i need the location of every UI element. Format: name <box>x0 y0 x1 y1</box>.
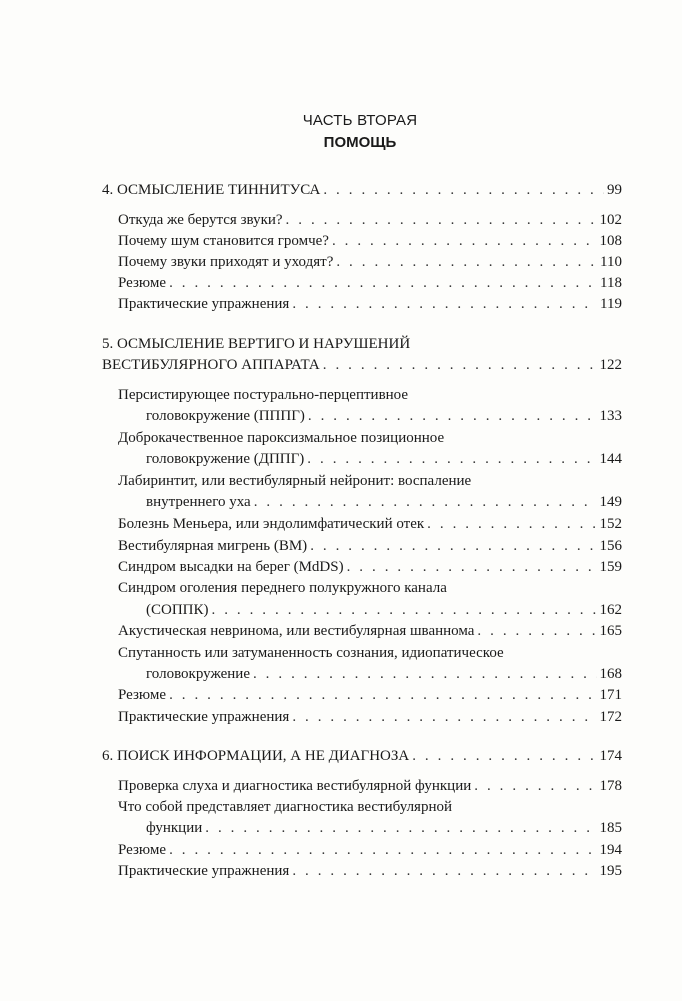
toc-page-number: 152 <box>599 516 622 532</box>
toc-page-number: 165 <box>599 623 622 639</box>
toc-entry-continued[interactable] <box>102 664 622 684</box>
toc-page-number: 99 <box>607 182 622 198</box>
toc-entry-continued[interactable] <box>102 449 622 469</box>
leader-dots <box>292 861 596 881</box>
toc-entry-text: Спутанность или затуманенность сознания, идиопатическое <box>118 645 504 661</box>
toc-entry-continued[interactable] <box>102 818 622 838</box>
leader-dots <box>254 492 597 512</box>
toc-chapter-6[interactable] <box>102 746 622 766</box>
toc-page-number: 118 <box>600 275 622 291</box>
toc-entry-text: 5. ОСМЫСЛЕНИЕ ВЕРТИГО И НАРУШЕНИЙ <box>102 336 411 352</box>
toc-page-number: 159 <box>599 559 622 575</box>
leader-dots <box>427 514 596 534</box>
toc-entry-text: внутреннего уха <box>146 494 251 510</box>
toc-entry-text: (СОППК) <box>146 602 209 618</box>
toc-page-number: 195 <box>599 863 622 879</box>
part-title: ЧАСТЬ ВТОРАЯ <box>302 112 418 129</box>
toc-entry-continued[interactable] <box>102 492 622 512</box>
toc-entry-text: 4. ОСМЫСЛЕНИЕ ТИННИТУСА <box>102 182 321 198</box>
leader-dots <box>347 557 597 577</box>
part-subtitle: ПОМОЩЬ <box>323 134 397 151</box>
toc-page-number: 168 <box>599 666 622 682</box>
toc-page-number: 122 <box>599 357 622 373</box>
leader-dots <box>474 776 596 796</box>
toc-entry[interactable] <box>102 514 622 534</box>
toc-page-number: 156 <box>599 538 622 554</box>
toc-entry[interactable] <box>102 578 622 598</box>
toc-entry-text: головокружение (ДППГ) <box>146 451 305 467</box>
toc-chapter-5[interactable] <box>102 334 622 354</box>
leader-dots <box>336 252 597 272</box>
toc-entry[interactable] <box>102 557 622 577</box>
toc-entry[interactable] <box>102 776 622 796</box>
leader-dots <box>169 273 597 293</box>
toc-entry[interactable] <box>102 210 622 230</box>
toc-entry-text: Что собой представляет диагностика вестибулярной <box>118 799 453 815</box>
leader-dots <box>205 818 596 838</box>
toc-entry-text: Откуда же берутся звуки? <box>118 212 283 228</box>
toc-entry[interactable] <box>102 840 622 860</box>
leader-dots <box>323 355 597 375</box>
leader-dots <box>212 600 597 620</box>
toc-entry-text: Вестибулярная мигрень (ВМ) <box>118 538 308 554</box>
toc-entry[interactable] <box>102 797 622 817</box>
toc-entry-text: Резюме <box>118 275 167 291</box>
toc-entry-text: Синдром высадки на берег (MdDS) <box>118 559 344 575</box>
toc-entry-text: Резюме <box>118 687 167 703</box>
toc-page-number: 171 <box>599 687 622 703</box>
toc-entry-text: Персистирующее постурально-перцептивное <box>118 387 409 403</box>
toc-entry[interactable] <box>102 621 622 641</box>
toc-entry-text: Лабиринтит, или вестибулярный нейронит: воспаление <box>118 473 472 489</box>
toc-entry-text: 6. ПОИСК ИНФОРМАЦИИ, А НЕ ДИАГНОЗА <box>102 748 410 764</box>
toc-entry[interactable] <box>102 536 622 556</box>
toc-entry-text: ВЕСТИБУЛЯРНОГО АППАРАТА <box>102 357 320 373</box>
leader-dots <box>477 621 596 641</box>
toc-entry[interactable] <box>102 252 622 272</box>
toc-chapter-4[interactable] <box>102 180 622 200</box>
toc-page-number: 172 <box>599 709 622 725</box>
toc-entry-text: Доброкачественное пароксизмальное позиционное <box>118 430 445 446</box>
toc-entry[interactable] <box>102 707 622 727</box>
toc-page-number: 110 <box>600 254 622 270</box>
toc-entry[interactable] <box>102 273 622 293</box>
toc-entry-text: функции <box>146 820 203 836</box>
toc-page-number: 194 <box>599 842 622 858</box>
toc-entry-text: Почему звуки приходят и уходят? <box>118 254 334 270</box>
toc-entry[interactable] <box>102 685 622 705</box>
leader-dots <box>286 210 597 230</box>
toc-entry-text: Акустическая невринома, или вестибулярная шваннома <box>118 623 475 639</box>
toc-page-number: 178 <box>599 778 622 794</box>
toc-entry[interactable] <box>102 643 622 663</box>
toc-page-number: 162 <box>599 602 622 618</box>
toc-entry[interactable] <box>102 385 622 405</box>
toc-entry[interactable] <box>102 294 622 314</box>
leader-dots <box>332 231 597 251</box>
toc-page-number: 149 <box>599 494 622 510</box>
toc-entry[interactable] <box>102 861 622 881</box>
leader-dots <box>253 664 597 684</box>
toc-entry[interactable] <box>102 231 622 251</box>
leader-dots <box>323 180 604 200</box>
toc-page-number: 108 <box>599 233 622 249</box>
toc-entry[interactable] <box>102 471 622 491</box>
leader-dots <box>292 294 597 314</box>
toc-page-number: 133 <box>599 408 622 424</box>
leader-dots <box>412 746 596 766</box>
toc-page-number: 144 <box>599 451 622 467</box>
leader-dots <box>310 536 596 556</box>
toc-entry-text: Резюме <box>118 842 167 858</box>
toc-page-number: 119 <box>600 296 622 312</box>
toc-entry-text: головокружение <box>146 666 250 682</box>
toc-entry-text: Практические упражнения <box>118 863 290 879</box>
toc-entry-text: Практические упражнения <box>118 296 290 312</box>
toc-page-number: 102 <box>599 212 622 228</box>
leader-dots <box>292 707 596 727</box>
toc-entry-continued[interactable] <box>102 600 622 620</box>
toc-entry-text: Болезнь Меньера, или эндолимфатический отек <box>118 516 425 532</box>
toc-page-number: 174 <box>599 748 622 764</box>
toc-page-number: 185 <box>599 820 622 836</box>
toc-chapter-5-continued[interactable] <box>102 355 622 375</box>
toc-entry[interactable] <box>102 428 622 448</box>
leader-dots <box>307 449 596 469</box>
leader-dots <box>169 685 596 705</box>
toc-entry-text: Почему шум становится громче? <box>118 233 329 249</box>
toc-entry-text: головокружение (ПППГ) <box>146 408 305 424</box>
toc-entry-text: Практические упражнения <box>118 709 290 725</box>
toc-entry-text: Синдром оголения переднего полукружного канала <box>118 580 447 596</box>
toc-entry-text: Проверка слуха и диагностика вестибулярной функции <box>118 778 472 794</box>
toc-entry-continued[interactable] <box>102 406 622 426</box>
leader-dots <box>169 840 596 860</box>
leader-dots <box>308 406 597 426</box>
